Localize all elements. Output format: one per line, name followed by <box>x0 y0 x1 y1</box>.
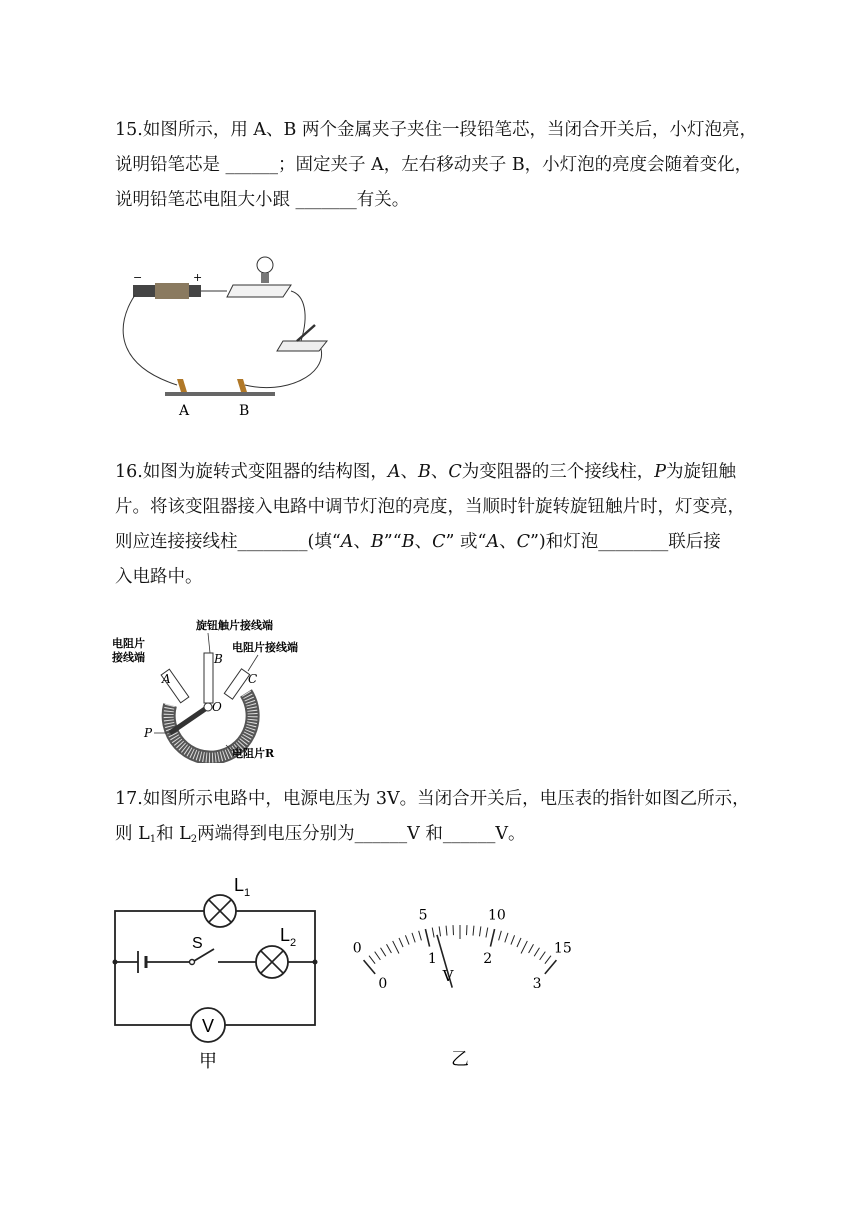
q17-line-2: 则 $L_1$和 $L_2$两端得到电压分别为______V 和______V。 <box>115 824 526 845</box>
voltmeter-label: V <box>201 1016 215 1036</box>
dial-tick <box>446 926 447 936</box>
pivot-o-label: O <box>212 700 222 714</box>
rheostat-right-label: 电阻片接线端 <box>232 641 298 654</box>
dial-tick <box>399 938 403 947</box>
rheostat-left-label-1: 电阻片 <box>112 637 145 650</box>
battery-minus-label: − <box>133 271 143 284</box>
dial-tick <box>419 931 422 941</box>
switch-s-label: S <box>192 935 203 952</box>
dial-tick <box>545 956 551 964</box>
q15-line-3: 说明铅笔芯电阻大小跟 _______有关。 <box>115 190 410 210</box>
terminal-b-label: B <box>214 652 223 666</box>
q17-line-1: 17.如图所示电路中，电源电压为 3V。当闭合开关后，电压表的指针如图乙所示， <box>115 789 750 809</box>
dial-inner-label: 3 <box>532 976 542 993</box>
switch-lever-icon <box>297 325 315 341</box>
dial-inner-label: 2 <box>483 951 493 968</box>
dial-outer-label: 10 <box>487 907 506 924</box>
terminal-c-label: C <box>248 672 258 686</box>
dial-tick <box>540 952 546 960</box>
bulb-icon <box>257 257 273 273</box>
dial-scale-ticks <box>364 925 557 974</box>
dial-tick <box>499 931 502 941</box>
lamp-l2-label: $L_2$ <box>280 925 297 949</box>
q16-line-4: 入电路中。 <box>115 567 203 587</box>
dial-tick <box>375 952 381 960</box>
q16-line-1: 16.如图为旋转式变阻器的结构图，A、B、C为变阻器的三个接线柱，P为旋钮触 <box>115 462 737 482</box>
dial-tick <box>511 935 515 944</box>
terminal-b-icon <box>204 653 213 703</box>
dial-tick <box>393 941 399 954</box>
dial-outer-label: 0 <box>352 940 362 957</box>
dial-tick <box>529 944 534 953</box>
q16-line-2: 片。将该变阻器接入电路中调节灯泡的亮度，当顺时针旋转旋钮触片时，灯变亮， <box>115 497 745 517</box>
dial-tick <box>405 935 409 944</box>
question-15 <box>115 113 815 218</box>
q16-line-3: 则应连接接线柱________(填“A、B”“B、C” 或“A、C”)和灯泡________联后接 <box>115 532 721 552</box>
dial-tick <box>486 928 488 938</box>
dial-tick <box>369 956 375 964</box>
lamp-l1-label: $L_1$ <box>234 875 251 899</box>
battery-plus-label: + <box>193 271 203 284</box>
rheostat-bottom-label: 电阻片R <box>232 747 275 760</box>
pencil-lead <box>165 392 275 396</box>
dial-tick <box>439 926 440 936</box>
dial-tick <box>505 933 508 942</box>
q16-rheostat-figure <box>108 613 328 763</box>
clip-a-label: A <box>179 403 190 419</box>
dial-tick <box>521 941 527 954</box>
terminal-a-label: A <box>162 672 171 686</box>
q15-circuit-figure <box>115 245 335 425</box>
q15-line-2: 说明铅笔芯是 ______；固定夹子 A，左右移动夹子 B，小灯泡的亮度会随着变化， <box>115 155 753 175</box>
dial-tick <box>473 926 474 936</box>
figure-yi-caption: 乙 <box>451 1049 469 1069</box>
dial-tick <box>517 938 521 947</box>
question-16 <box>115 455 815 595</box>
q17-voltmeter-dial <box>335 885 585 1075</box>
dial-outer-label: 5 <box>418 907 428 924</box>
clip-a-icon <box>177 379 187 392</box>
dial-inner-label: 0 <box>378 976 388 993</box>
switch-base <box>277 341 327 351</box>
rheostat-top-label: 旋钮触片接线端 <box>196 619 273 632</box>
dial-tick <box>412 933 415 942</box>
q17-circuit-jia <box>110 875 325 1075</box>
dial-inner-label: 1 <box>427 951 437 968</box>
dial-scale-labels <box>353 907 572 992</box>
dial-tick <box>425 929 429 947</box>
dial-tick <box>432 928 434 938</box>
figure-jia-caption: 甲 <box>199 1051 217 1071</box>
wiper-p-label: P <box>144 726 153 740</box>
dial-unit-label: V <box>442 967 454 985</box>
clip-b-label: B <box>239 403 250 419</box>
dial-tick <box>479 926 480 936</box>
rheostat-left-label-2: 接线端 <box>112 651 145 664</box>
question-17 <box>115 782 815 857</box>
lamp-base <box>227 285 291 297</box>
dial-tick <box>490 929 494 947</box>
dial-tick <box>381 948 386 956</box>
q15-line-1: 15.如图所示，用 A、B 两个金属夹子夹住一段铅笔芯，当闭合开关后，小灯泡亮， <box>115 120 757 140</box>
dial-tick <box>534 948 539 956</box>
dial-outer-label: 15 <box>553 940 572 957</box>
dial-tick <box>387 944 392 953</box>
